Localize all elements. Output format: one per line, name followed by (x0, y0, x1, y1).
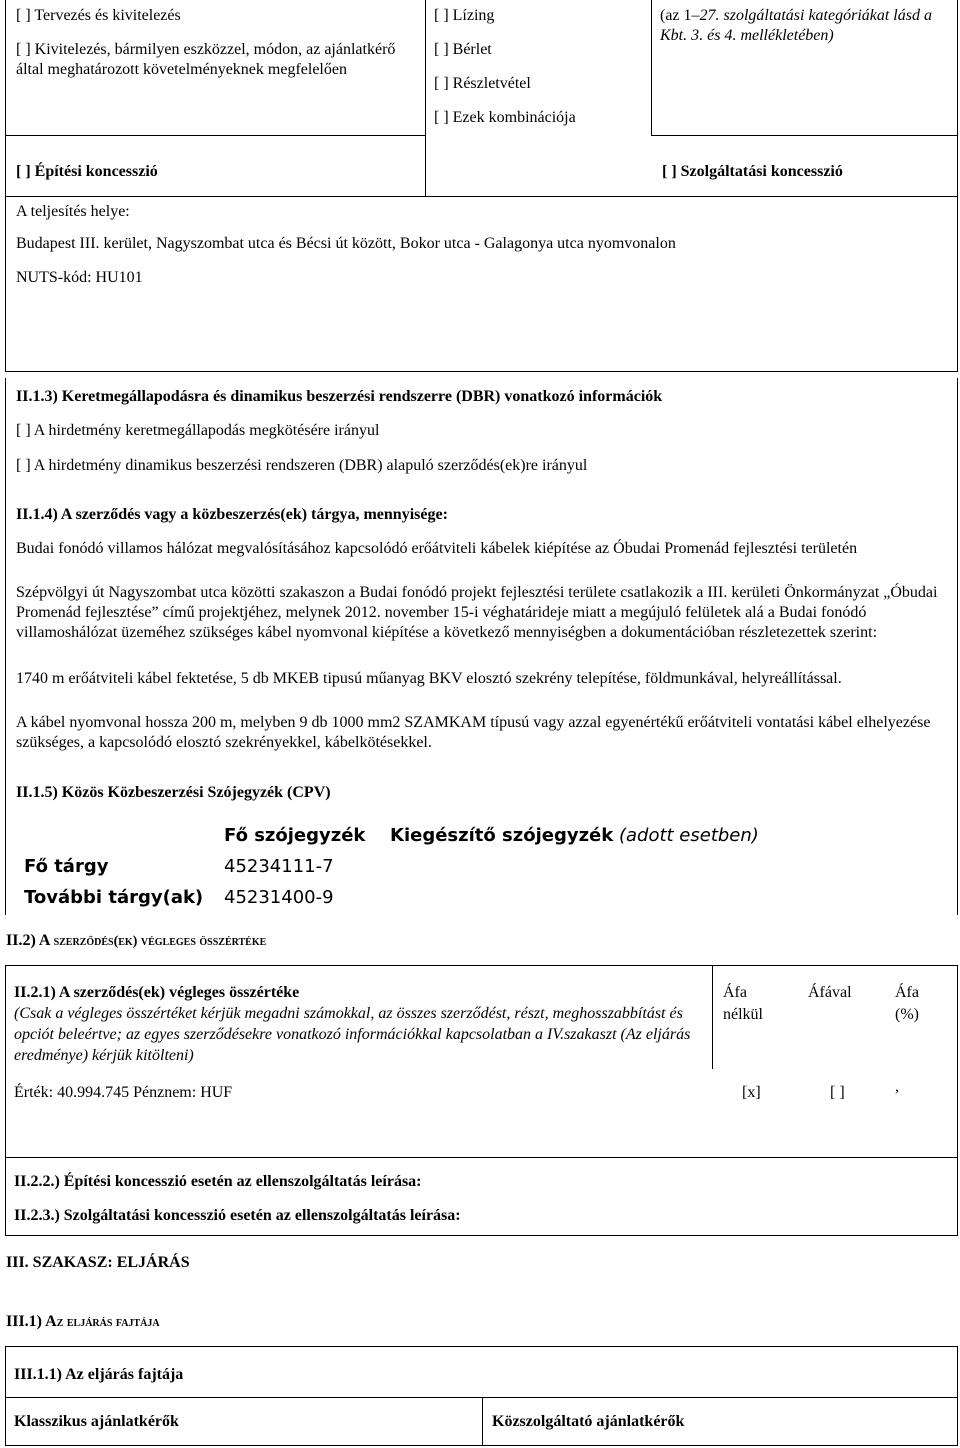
section-title-iii-1-1: III.1.1) Az eljárás fajtája (14, 1366, 184, 1383)
option-epitesi-koncesszio[interactable]: [ ] Építési koncesszió (16, 163, 158, 180)
section-title-ii-2-1: II.2.1) A szerződés(ek) végleges összértéke (14, 984, 300, 1001)
option-keretmegallapodas[interactable]: [ ] A hirdetmény keretmegállapodás megkötésére irányul (16, 422, 380, 439)
col-afa-nelkul-line1: Áfa (723, 984, 747, 1001)
option-berlet[interactable]: [ ] Bérlet (434, 41, 492, 58)
cpv-box-left-border (5, 378, 6, 915)
cpv-row1-label: Fő tárgy (24, 856, 109, 877)
subject-paragraph-3: 1740 m erőátviteli kábel fektetése, 5 db MKEB tipusú műanyag BKV elosztó szekrény telepítése, földmunkával, helyreállítással. (16, 670, 842, 687)
iii-1-rest: z eljárás fajtája (56, 1315, 160, 1330)
option-tervezes[interactable]: [ ] Tervezés és kivitelezés (16, 7, 181, 24)
top-col-divider-2 (651, 0, 652, 136)
section-title-iii: III. SZAKASZ: ELJÁRÁS (6, 1254, 190, 1271)
vat-percent-field[interactable]: , (895, 1078, 899, 1095)
subject-paragraph-2: Szépvölgyi út Nagyszombat utca közötti szakaszon a Budai fonódó projekt fejlesztési területe csatlakozik a III. kerületi Önkormányzat „Óbudai Promenád fejlesztése” című projektjéhez, melynek 2012. november 15-i véghatárideje miatt a megújuló felületek alá a Budai fonódó villamoshálózat üzeméhez szükséges kábel nyomvonal kiépítése a következő mennyiségben a dokumentációban részletezettek szerint: (16, 584, 938, 641)
place-address: Budapest III. kerület, Nagyszombat utca és Bécsi út között, Bokor utca - Galagonya utca nyomvonalon (16, 235, 676, 252)
final-value-line: Érték: 40.994.745 Pénznem: HUF (14, 1084, 233, 1101)
section-title-iii-1 (6, 1312, 160, 1333)
cpv-head-supp-label: Kiegészítő szójegyzék (390, 825, 614, 846)
checkbox-afaval[interactable]: [ ] (830, 1084, 845, 1101)
option-kombinacio[interactable]: [ ] Ezek kombinációja (434, 109, 576, 126)
top-row-divider-1b (651, 135, 958, 136)
service-categories-note (660, 6, 950, 46)
place-label: A teljesítés helye: (16, 203, 130, 220)
checkbox-afa-nelkul[interactable]: [x] (742, 1084, 761, 1101)
cpv-row1-code: 45234111-7 (224, 856, 334, 877)
cpv-box-right-border (957, 378, 958, 915)
option-szolgaltatasi-koncesszio[interactable]: [ ] Szolgáltatási koncesszió (662, 163, 843, 180)
nuts-code: NUTS-kód: HU101 (16, 269, 143, 286)
procedure-type-divider-v (482, 1397, 483, 1446)
section-title-ii-2-2: II.2.2.) Építési koncesszió esetén az ellenszolgáltatás leírása: (14, 1173, 422, 1190)
section-title-ii-1-4: II.1.4) A szerződés vagy a közbeszerzés(ek) tárgya, mennyisége: (16, 506, 448, 523)
section-title-ii-1-3: II.1.3) Keretmegállapodásra és dinamikus beszerzési rendszerre (DBR) vonatkozó információk (16, 388, 663, 405)
subject-paragraph-1: Budai fonódó villamos hálózat megvalósításához kapcsolódó erőátviteli kábelek kiépítése az Óbudai Promenád fejlesztési területén (16, 540, 858, 557)
iii-1-prefix: III.1) A (6, 1313, 57, 1330)
section-title-ii-2-3: II.2.3.) Szolgáltatási koncesszió esetén az ellenszolgáltatás leírása: (14, 1207, 461, 1224)
note-italic: 27. szolgáltatási kategóriákat lásd a Kbt. 3. és 4. mellékletében) (660, 7, 932, 44)
col-afa-nelkul-line2: nélkül (723, 1006, 763, 1023)
option-dbr[interactable]: [ ] A hirdetmény dinamikus beszerzési rendszeren (DBR) alapuló szerződés(ek)re irányul (16, 457, 588, 474)
cpv-head-main: Fő szójegyzék (224, 825, 366, 846)
classic-contracting-authorities: Klasszikus ajánlatkérők (14, 1413, 179, 1430)
utility-contracting-authorities: Közszolgáltató ajánlatkérők (492, 1413, 685, 1430)
option-reszletvetel[interactable]: [ ] Részletvétel (434, 75, 531, 92)
option-lizing[interactable]: [ ] Lízing (434, 7, 495, 24)
ii-2-rest: szerződés(ek) végleges összértéke (53, 934, 267, 949)
section-title-ii-1-5: II.1.5) Közös Közbeszerzési Szójegyzék (CPV) (16, 784, 331, 801)
col-afaval: Áfával (808, 984, 852, 1001)
option-kivitelezes[interactable]: [ ] Kivitelezés, bármilyen eszközzel, módon, az ajánlatkérő által meghatározott követelményeknek megfelelően (16, 41, 396, 78)
cpv-row2-label: További tárgy(ak) (24, 887, 204, 908)
ii-2-prefix: II.2) A (6, 932, 54, 949)
top-row-divider-1 (5, 135, 425, 136)
subject-paragraph-4: A kábel nyomvonal hossza 200 m, melyben 9 db 1000 mm2 SZAMKAM típusú vagy azzal egyenértékű erőátviteli vontatási kábel elhelyezése szükséges, a kapcsolódó elosztó szekrényekkel, kábelkötésekkel. (16, 714, 931, 751)
note-prefix: (az 1– (660, 7, 700, 24)
top-col-divider-1 (425, 0, 426, 196)
section-title-ii-2 (6, 931, 266, 952)
cpv-head-supp (390, 825, 759, 847)
cpv-head-supp-note: (adott esetben) (618, 825, 759, 846)
final-value-note: (Csak a végleges összértéket kérjük megadni számokkal, az összes szerződést, részt, meghosszabbítást és opciót beleértve; az egyes szerződésekre vonatkozó információkkal kapcsolatban a IV.szakaszt (Az eljárás eredménye) kérjük kitölteni) (14, 1005, 691, 1064)
col-afa-pct-line1: Áfa (895, 984, 919, 1001)
final-value-divider (712, 965, 713, 1069)
top-row-divider-2 (5, 196, 958, 197)
col-afa-pct-line2: (%) (895, 1006, 919, 1023)
cpv-row2-code: 45231400-9 (224, 887, 334, 908)
